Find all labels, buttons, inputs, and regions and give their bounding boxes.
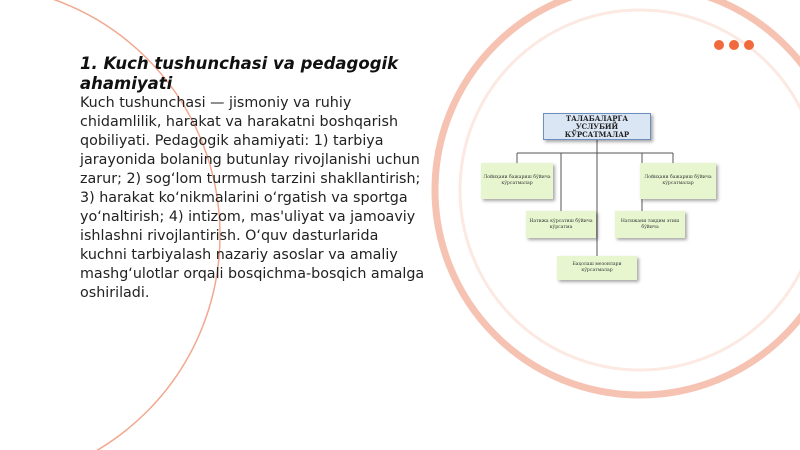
diagram-root: ТАЛАБАЛАРГА УСЛУБИЙ КЎРСАТМАЛАР <box>543 113 651 140</box>
slide-title: 1. Kuch tushunchasi va pedagogik ahamiyati <box>80 54 399 93</box>
diagram-node-right: Лойиҳани бажариш бўйича кўрсатмалар <box>640 163 716 199</box>
accent-dot <box>744 40 754 50</box>
diagram-node-mid-right: Натижани тақдим этиш бўйича <box>615 211 685 238</box>
diagram-node-left: Лойиҳани бажариш бўйича кўрсатмалар <box>481 163 553 199</box>
slide-body-text: Kuch tushunchasi — jismoniy va ruhiy chidamlilik, harakat va harakatni boshqarish qobiliyati. Pedagogik ahamiyati: 1) tarbiya jarayonida bolaning butunlay rivojlanishi uchun zarur; 2) sog‘lom turmush tarzini shakllantirish; 3) harakat ko‘nikmalarini o‘rgatish va sportga yo‘naltirish; 4) intizom, mas'uliyat va jamoaviy ishlashni rivojlantirish. O‘quv dasturlarida kuchni tarbiyalash nazariy asoslar va amaliy mashg‘ulotlar orqali bosqichma-bosqich amalga oshiriladi. <box>80 95 425 301</box>
diagram-node-mid-left: Натижа кўрсатиш бўйича кўрсатма <box>526 211 596 238</box>
accent-dots <box>714 40 754 50</box>
accent-dot <box>729 40 739 50</box>
diagram-node-bottom: Баҳолаш мезонлари кўрсатмалар <box>557 256 637 280</box>
accent-dot <box>714 40 724 50</box>
methodology-diagram <box>470 108 730 283</box>
